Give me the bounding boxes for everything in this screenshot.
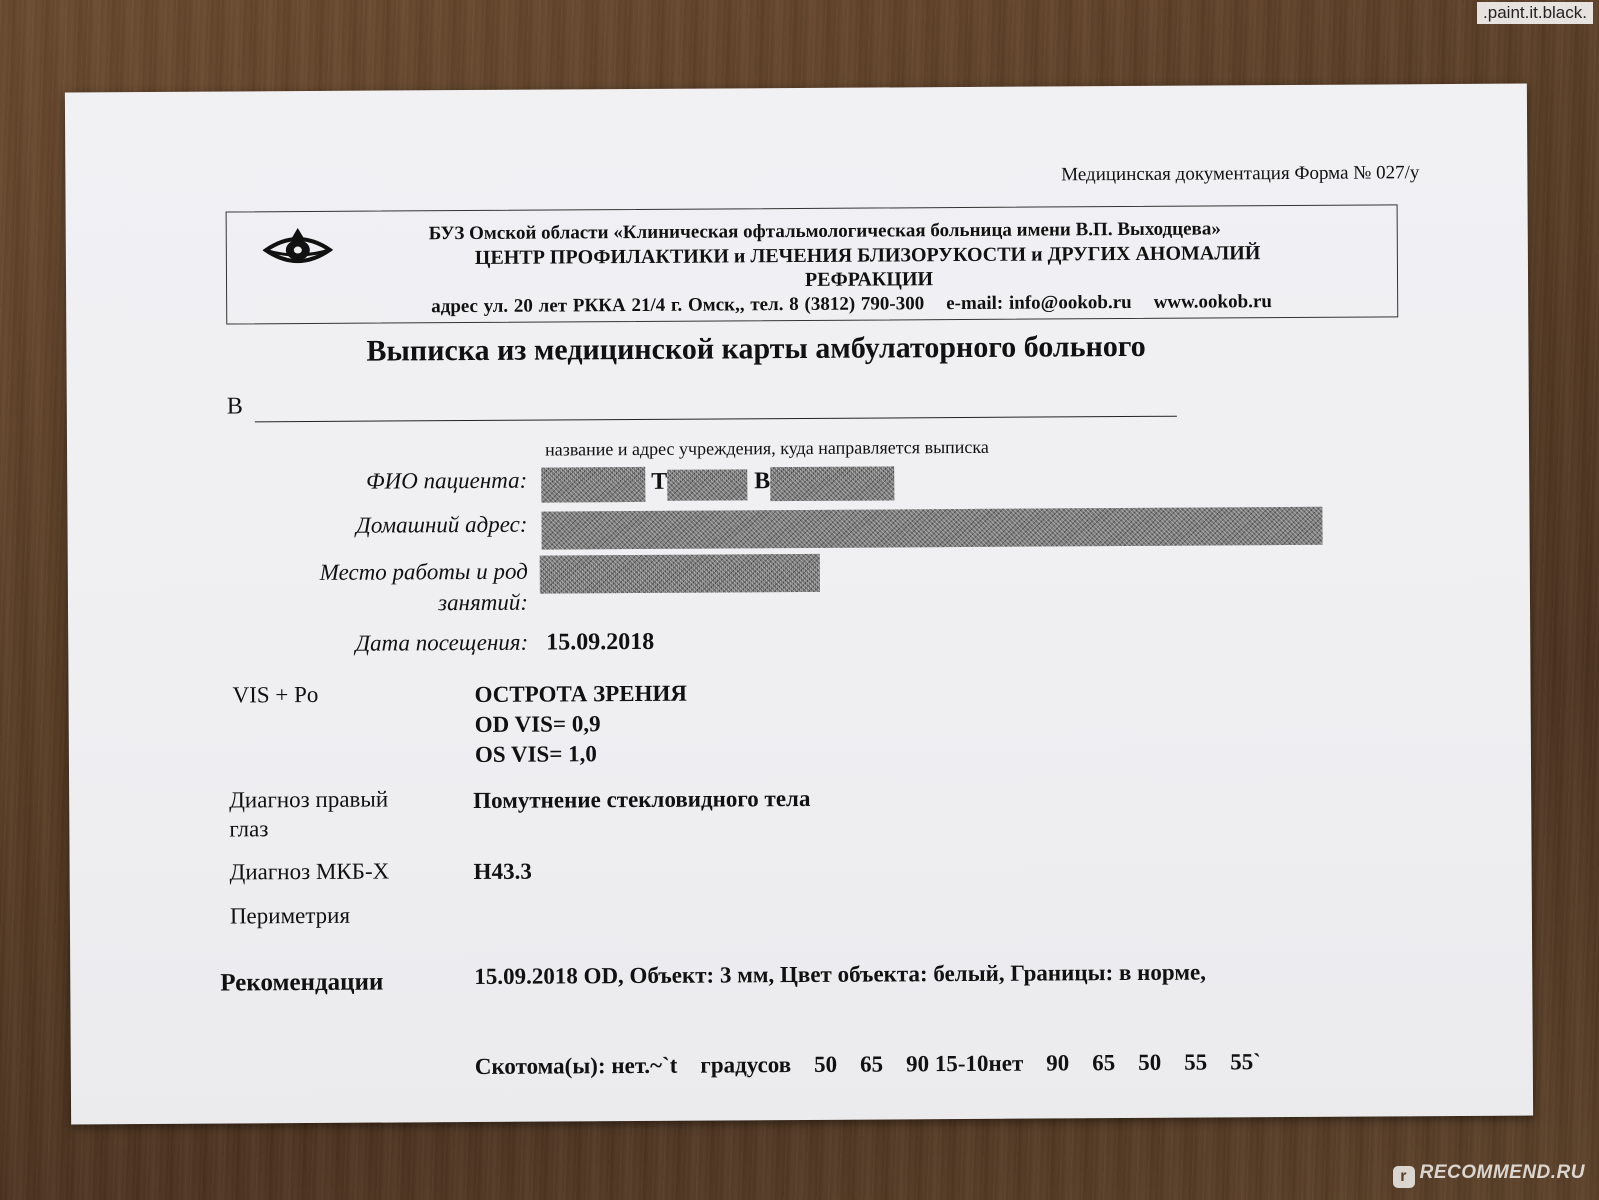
form-reference: Медицинская документация Форма № 027/у (1061, 162, 1420, 186)
diagnosis-right-label-line2: глаз (229, 816, 269, 842)
perimetry-value (474, 897, 1262, 1142)
visual-acuity-heading: ОСТРОТА ЗРЕНИЯ (474, 680, 688, 707)
recipient-blank-line (255, 416, 1177, 423)
document-title: Выписка из медицинской карты амбулаторного больного (366, 329, 1146, 368)
workplace-label-line1: Место работы и род (319, 558, 528, 585)
visit-date-label: Дата посещения: (355, 629, 529, 656)
recommendations-heading: Рекомендации (220, 968, 384, 997)
redacted-firstname (667, 469, 747, 500)
patient-name-label: ФИО пациента: (366, 467, 528, 494)
perimetry-label: Периметрия (229, 902, 351, 929)
diagnosis-right-value: Помутнение стекловидного тела (473, 785, 811, 813)
patient-initial-1: Т (651, 468, 668, 495)
icd-label: Диагноз МКБ-Х (229, 858, 390, 885)
icd-value: H43.3 (473, 858, 532, 884)
diagnosis-right-label-line1: Диагноз правый (229, 786, 389, 813)
redacted-patronymic (770, 466, 894, 501)
vis-label: VIS + Po (232, 681, 319, 708)
letterhead-website: www.ookob.ru (1153, 291, 1272, 313)
letterhead-center-cont: РЕФРАКЦИИ (804, 268, 934, 291)
patient-initial-2: В (754, 468, 771, 495)
redacted-home-address (541, 507, 1322, 550)
diagnosis-right-label (229, 785, 388, 844)
redacted-surname (541, 467, 645, 503)
letterhead-address: адрес ул. 20 лет РККА 21/4 г. Омск,, тел. 8 (3812) 790-300 (431, 293, 925, 318)
perimetry-line1: 15.09.2018 OD, Объект: 3 мм, Цвет объекта: белый, Границы: в норме, (474, 959, 1207, 989)
os-vis-value: OS VIS= 1,0 (474, 741, 597, 767)
recipient-caption: название и адрес учреждения, куда направляется выписка (544, 436, 989, 460)
workplace-label (320, 556, 528, 619)
letterhead-center: ЦЕНТР ПРОФИЛАКТИКИ и ЛЕЧЕНИЯ БЛИЗОРУКОСТИ и ДРУГИХ АНОМАЛИЙ (474, 242, 1261, 269)
recommend-logo-icon: r (1393, 1166, 1415, 1188)
od-vis-value: OD VIS= 0,9 (474, 711, 601, 737)
recipient-prefix: В (226, 393, 243, 420)
redacted-workplace (540, 554, 820, 594)
workplace-label-line2: занятий: (438, 589, 529, 616)
visit-date-value: 15.09.2018 (546, 628, 655, 656)
letterhead-contacts (431, 291, 1272, 318)
watermark-bottom-text: RECOMMEND.RU (1419, 1162, 1585, 1183)
perimetry-line2: Скотома(ы): нет.~`t градусов 50 65 90 15-10нет 90 65 50 55 55` (474, 1049, 1262, 1079)
vis-value (474, 679, 687, 770)
home-address-label: Домашний адрес: (356, 511, 528, 538)
letterhead-email: e-mail: info@ookob.ru (946, 291, 1132, 315)
watermark-top: .paint.it.black. (1477, 2, 1593, 24)
letterhead-institution: БУЗ Омской области «Клиническая офтальмологическая больница имени В.П. Выходцева» (428, 218, 1221, 245)
medical-document (65, 84, 1533, 1125)
eye-logo-icon (263, 226, 333, 272)
watermark-bottom (1393, 1162, 1585, 1188)
letterhead (226, 204, 1399, 324)
